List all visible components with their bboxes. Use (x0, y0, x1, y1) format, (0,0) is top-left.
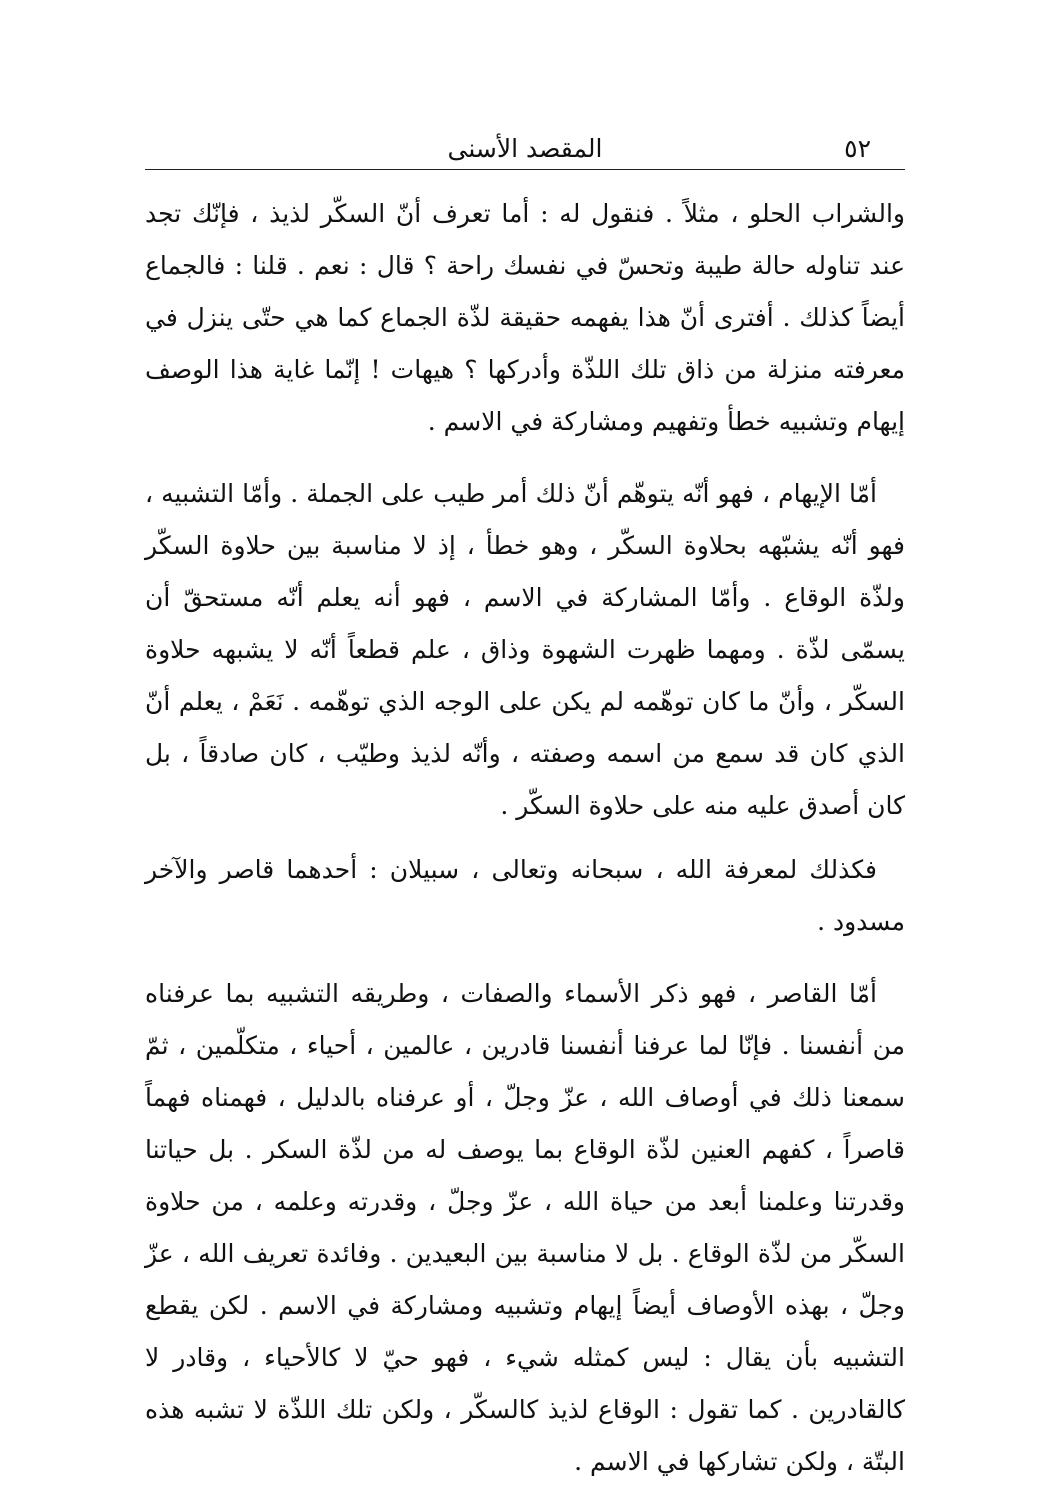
page-body (145, 188, 905, 1488)
page-number: ٥٢ (844, 134, 871, 163)
paragraph-2: أمّا الإيهام ، فهو أنّه يتوهّم أنّ ذلك أمر طيب على الجملة . وأمّا التشبيه ، فهو أنّه يشبّهه بحلاوة السكّر ، وهو خطأ ، إذ لا مناسبة بين حلاوة السكّر ولذّة الوقاع . وأمّا المشاركة في الاسم ، فهو أنه يعلم أنّه مستحقّ أن يسمّى لذّة . ومهما ظهرت الشهوة وذاق ، علم قطعاً أنّه لا يشبهه حلاوة السكّر ، وأنّ ما كان توهّمه لم يكن على الوجه الذي توهّمه . نَعَمْ ، يعلم أنّ الذي كان قد سمع من اسمه وصفته ، وأنّه لذيذ وطيّب ، كان صادقاً ، بل كان أصدق عليه منه على حلاوة السكّر . (145, 479, 905, 820)
running-title: المقصد الأسنى (447, 134, 603, 163)
paragraph-1: والشراب الحلو ، مثلاً . فنقول له : أما تعرف أنّ السكّر لذيذ ، فإنّك تجد عند تناوله حالة طيبة وتحسّ في نفسك راحة ؟ قال : نعم . قلنا : فالجماع أيضاً كذلك . أفترى أنّ هذا يفهمه حقيقة لذّة الجماع كما هي حتّى ينزل في معرفته منزلة من ذاق تلك اللذّة وأدركها ؟ هيهات ! إنّما غاية هذا الوصف إيهام وتشبيه خطأ وتفهيم ومشاركة في الاسم . (145, 199, 905, 436)
paragraph-3: فكذلك لمعرفة الله ، سبحانه وتعالى ، سبيلان : أحدهما قاصر والآخر مسدود . (145, 855, 905, 936)
page-header (145, 124, 905, 170)
paragraph-4: أمّا القاصر ، فهو ذكر الأسماء والصفات ، وطريقه التشبيه بما عرفناه من أنفسنا . فإنّا لما عرفنا أنفسنا قادرين ، عالمين ، أحياء ، متكلّمين ، ثمّ سمعنا ذلك في أوصاف الله ، عزّ وجلّ ، أو عرفناه بالدليل ، فهمناه فهماً قاصراً ، كفهم العنين لذّة الوقاع بما يوصف له من لذّة السكر . بل حياتنا وقدرتنا وعلمنا أبعد من حياة الله ، عزّ وجلّ ، وقدرته وعلمه ، من حلاوة السكّر من لذّة الوقاع . بل لا مناسبة بين البعيدين . وفائدة تعريف الله ، عزّ وجلّ ، بهذه الأوصاف أيضاً إيهام وتشبيه ومشاركة في الاسم . لكن يقطع التشبيه بأن يقال : ليس كمثله شيء ، فهو حيّ لا كالأحياء ، وقادر لا كالقادرين . كما تقول : الوقاع لذيذ كالسكّر ، ولكن تلك اللذّة لا تشبه هذه البتّة ، ولكن تشاركها في الاسم . (145, 979, 905, 1476)
